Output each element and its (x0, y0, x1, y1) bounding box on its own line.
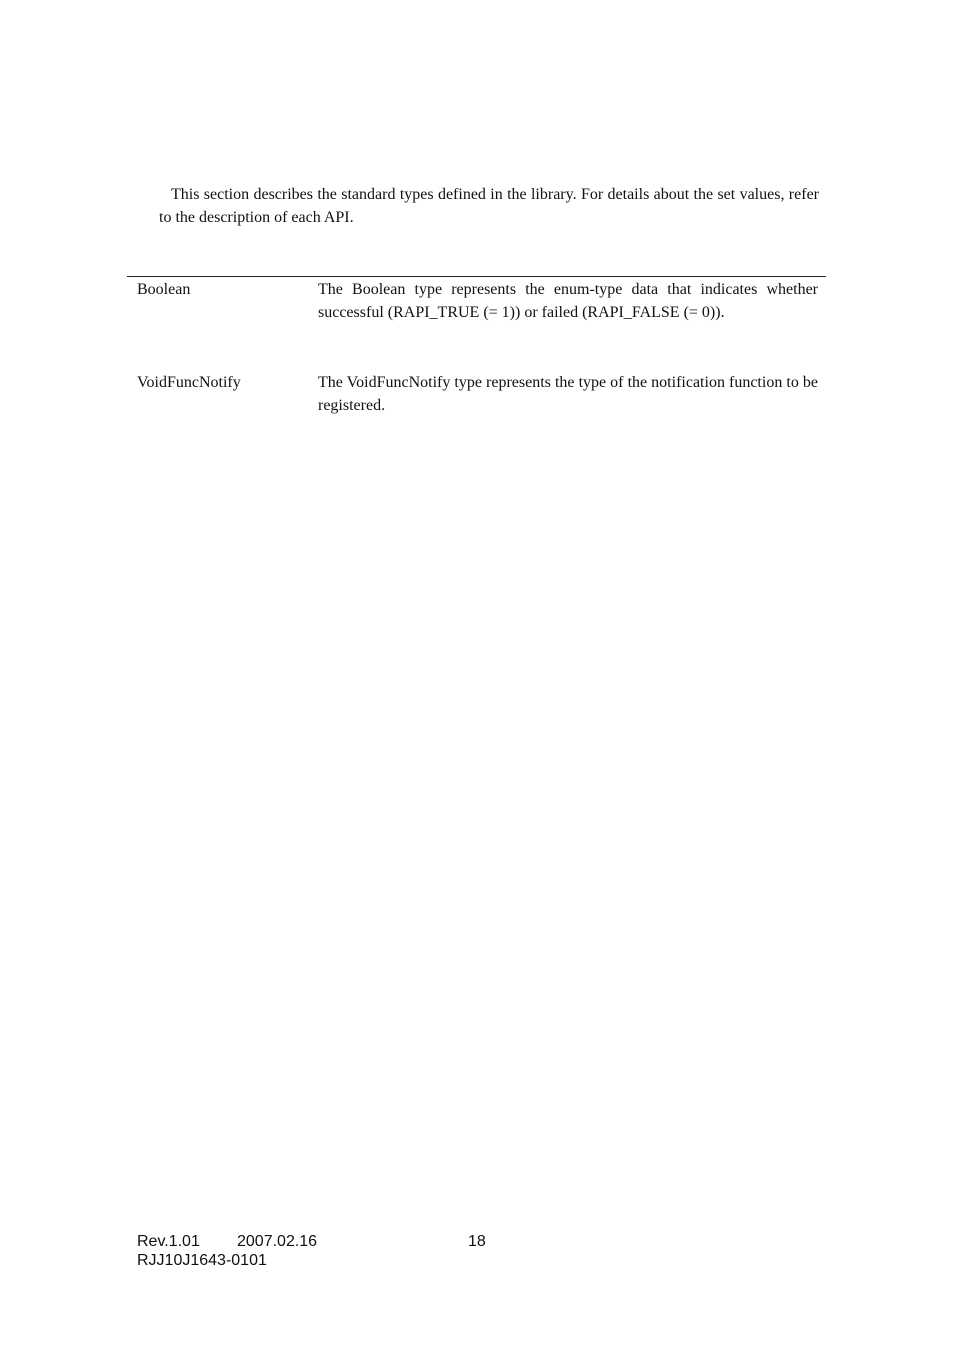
footer-date: 2007.02.16 (237, 1233, 318, 1250)
table-top-rule (127, 276, 826, 277)
type-name: VoidFuncNotify (137, 374, 241, 391)
type-description: The Boolean type represents the enum-type data that indicates whether successful (RAPI_TRUE (= 1)) or failed (RAPI_FALSE (= 0)). (318, 281, 818, 321)
footer-document-number: RJJ10J1643-0101 (137, 1252, 267, 1269)
page-number: 18 (468, 1233, 486, 1250)
intro-paragraph: This section describes the standard types defined in the library. For details about the set values, refer to the description of each API. (159, 186, 819, 226)
footer-revision: Rev.1.01 (137, 1233, 200, 1250)
type-name: Boolean (137, 281, 191, 298)
type-description: The VoidFuncNotify type represents the type of the notification function to be registered. (318, 374, 818, 414)
